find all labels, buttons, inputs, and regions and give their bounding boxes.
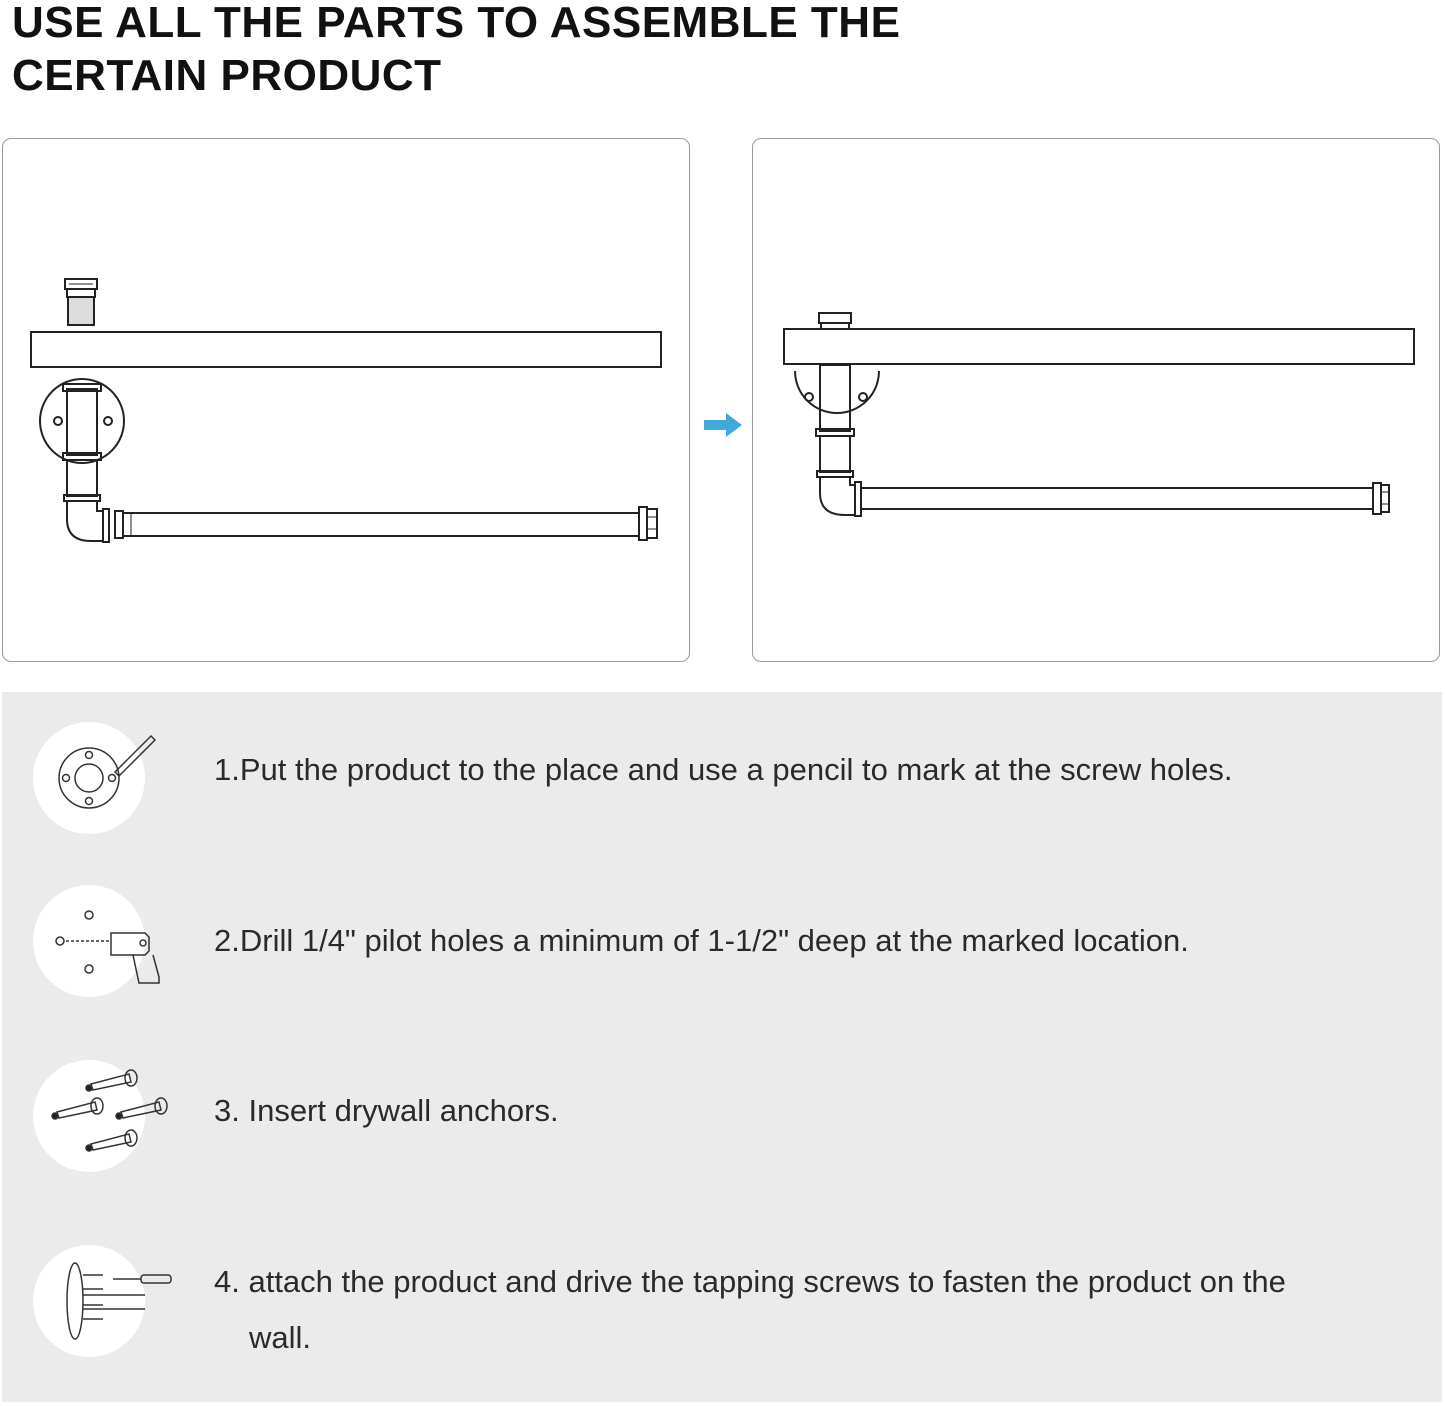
pipe-cap-icon	[65, 279, 97, 325]
step-4-text-line-2: wall.	[249, 1320, 312, 1355]
shelf-board	[31, 332, 661, 367]
title-line-1: USE ALL THE PARTS TO ASSEMBLE THE	[12, 0, 901, 47]
towel-bar-pipe	[861, 483, 1389, 514]
title-line-2: CERTAIN PRODUCT	[12, 51, 442, 100]
page-title	[12, 0, 1012, 102]
assembled-product-illustration	[753, 139, 1440, 662]
step-3-text: 3. Insert drywall anchors.	[214, 1093, 559, 1128]
towel-bar-pipe	[115, 507, 657, 540]
before-assembly-panel	[2, 138, 690, 662]
drywall-anchors-icon	[33, 1060, 145, 1172]
step-1-text: 1.Put the product to the place and use a pencil to mark at the screw holes.	[214, 752, 1233, 787]
parts-exploded-illustration	[3, 139, 690, 662]
instruction-steps	[2, 692, 1442, 1402]
step-4-text-line-1: 4. attach the product and drive the tapping screws to fasten the product on the	[214, 1264, 1286, 1299]
wall-flange-icon	[795, 365, 879, 436]
mark-holes-pencil-icon	[33, 722, 145, 834]
shelf-board	[784, 329, 1414, 364]
next-step-arrow-icon	[704, 412, 744, 438]
drill-icon	[33, 885, 145, 997]
after-assembly-panel	[752, 138, 1440, 662]
screwdriver-icon	[33, 1245, 145, 1357]
step-4-text	[214, 1254, 1429, 1366]
step-2-text: 2.Drill 1/4" pilot holes a minimum of 1-1/2" deep at the marked location.	[214, 923, 1189, 958]
wall-flange-icon	[40, 379, 124, 463]
